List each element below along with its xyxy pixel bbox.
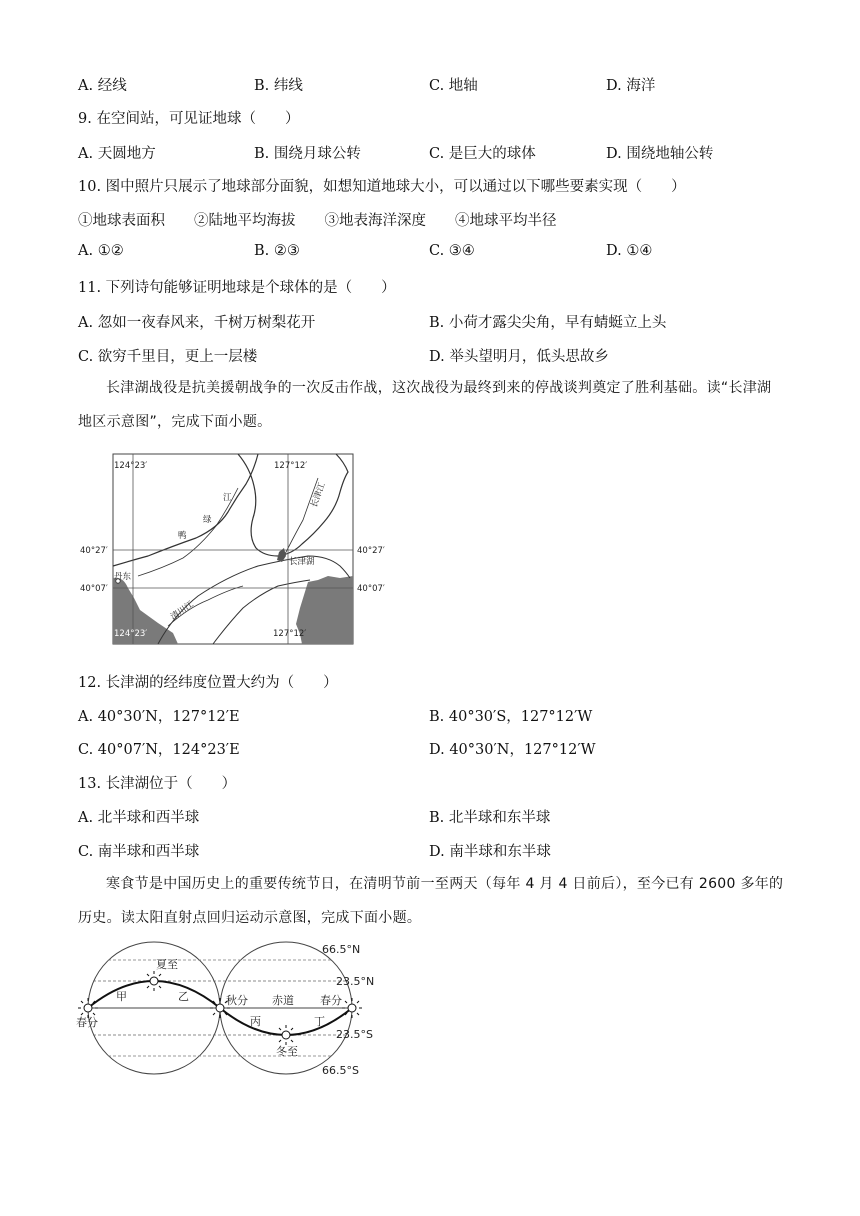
changjin-lake-map [78, 448, 388, 648]
q9-stem: 9. 在空间站，可见证地球（ ） [78, 111, 300, 127]
q8-option-d: D. 海洋 [606, 78, 656, 94]
q12-option-c: C. 40°07′N，124°23′E [78, 742, 240, 758]
sun-direct-point-diagram [74, 938, 404, 1080]
sun-label-winter: 冬至 [276, 1045, 298, 1058]
q10-option-a: A. ①② [78, 243, 124, 259]
map-lon-left-bottom: 124°23′ [114, 629, 148, 639]
sun-lat-665s: 66.5°S [322, 1064, 359, 1077]
map-river2-label: 清川江 [168, 599, 196, 623]
map-lon-right-bottom: 127°12′ [273, 629, 307, 639]
sun-label-yi: 乙 [178, 990, 189, 1003]
q13-option-b: B. 北半球和东半球 [429, 810, 551, 826]
map-yalu-char-1: 鸭 [178, 531, 187, 541]
map-yalu-char-3: 江 [223, 493, 232, 503]
passage-hanshi: 寒食节是中国历史上的重要传统节日，在清明节前一至两天（每年 4 月 4 日前后），至今已有 2600 多年的历史。读太阳直射点回归运动示意图，完成下面小题。 [78, 876, 784, 926]
q11-option-b: B. 小荷才露尖尖角，早有蜻蜓立上头 [429, 315, 667, 331]
q13-stem: 13. 长津湖位于（ ） [78, 776, 237, 792]
sun-label-bing: 丙 [250, 1015, 261, 1028]
q13-option-c: C. 南半球和西半球 [78, 844, 200, 860]
q10-option-c: C. ③④ [429, 243, 475, 259]
sun-lat-665n: 66.5°N [322, 943, 361, 956]
sun-label-ding: 丁 [314, 1015, 325, 1028]
q12-option-b: B. 40°30′S，127°12′W [429, 709, 593, 725]
sun-label-summer: 夏至 [156, 958, 178, 971]
q9-option-d: D. 围绕地轴公转 [606, 146, 714, 162]
passage-changjin: 长津湖战役是抗美援朝战争的一次反击作战，这次战役为最终到来的停战谈判奠定了胜利基础。读“长津湖地区示意图”，完成下面小题。 [78, 380, 772, 430]
sun-label-autumn: 秋分 [226, 994, 248, 1007]
q12-stem: 12. 长津湖的经纬度位置大约为（ ） [78, 675, 338, 691]
q8-option-b: B. 纬线 [254, 78, 303, 94]
q10-option-b: B. ②③ [254, 243, 300, 259]
q13-option-d: D. 南半球和东半球 [429, 844, 551, 860]
q13-option-a: A. 北半球和西半球 [78, 810, 200, 826]
map-lon-left-top: 124°23′ [114, 461, 148, 471]
q8-option-a: A. 经线 [78, 78, 127, 94]
sun-lat-235s: 23.5°S [336, 1028, 373, 1041]
q10-option-d: D. ①④ [606, 243, 653, 259]
q11-stem: 11. 下列诗句能够证明地球是个球体的是（ ） [78, 280, 396, 296]
map-lat-lower-right: 40°07′ [357, 584, 385, 594]
sun-label-equator: 赤道 [272, 994, 294, 1007]
sun-label-spring-left: 春分 [76, 1016, 98, 1029]
q10-items: ①地球表面积 ②陆地平均海拔 ③地表海洋深度 ④地球平均半径 [78, 213, 557, 229]
map-lon-right-top: 127°12′ [274, 461, 308, 471]
q11-option-c: C. 欲穷千里目，更上一层楼 [78, 349, 258, 365]
map-lake-label: 长津湖 [289, 557, 315, 567]
q11-option-d: D. 举头望明月，低头思故乡 [429, 349, 609, 365]
map-river1-label: 长津江 [309, 481, 328, 510]
q9-option-c: C. 是巨大的球体 [429, 146, 536, 162]
q9-option-b: B. 围绕月球公转 [254, 146, 361, 162]
map-lat-upper-right: 40°27′ [357, 546, 385, 556]
q10-stem: 10. 图中照片只展示了地球部分面貌，如想知道地球大小，可以通过以下哪些要素实现（ ） [78, 179, 686, 195]
q12-option-d: D. 40°30′N，127°12′W [429, 742, 596, 758]
map-yalu-char-2: 绿 [203, 515, 212, 525]
q11-option-a: A. 忽如一夜春风来，千树万树梨花开 [78, 315, 316, 331]
q8-option-c: C. 地轴 [429, 78, 478, 94]
q9-option-a: A. 天圆地方 [78, 146, 156, 162]
q12-option-a: A. 40°30′N，127°12′E [78, 709, 240, 725]
map-city-label: 丹东 [114, 572, 132, 582]
map-lat-upper-left: 40°27′ [80, 546, 108, 556]
map-lat-lower-left: 40°07′ [80, 584, 108, 594]
sun-lat-235n: 23.5°N [336, 975, 375, 988]
sun-label-spring-right: 春分 [320, 994, 342, 1007]
sun-label-jia: 甲 [116, 990, 127, 1003]
